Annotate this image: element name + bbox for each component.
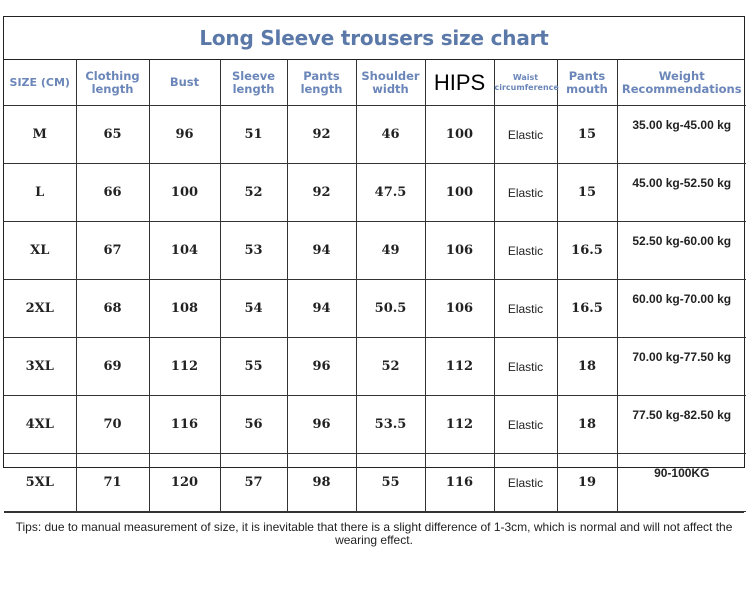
cell-pants-length: 94 [287, 280, 356, 338]
chart-title: Long Sleeve trousers size chart [4, 17, 744, 60]
cell-sleeve-length: 51 [220, 106, 287, 164]
cell-pants-mouth: 18 [557, 396, 617, 454]
cell-waist: Elastic [494, 338, 557, 396]
cell-pants-length: 92 [287, 164, 356, 222]
cell-waist: Elastic [494, 454, 557, 512]
cell-pants-length: 94 [287, 222, 356, 280]
cell-pants-mouth: 19 [557, 454, 617, 512]
cell-size: 5XL [4, 454, 76, 512]
cell-size: 3XL [4, 338, 76, 396]
cell-pants-length: 92 [287, 106, 356, 164]
cell-sleeve-length: 52 [220, 164, 287, 222]
table-row [4, 164, 746, 222]
table-row [4, 396, 746, 454]
cell-weight: 60.00 kg-70.00 kg [617, 280, 746, 338]
header-clothing-length: Clothing length [76, 60, 149, 106]
cell-pants-mouth: 15 [557, 106, 617, 164]
cell-waist: Elastic [494, 396, 557, 454]
table-row [4, 454, 746, 512]
cell-bust: 116 [149, 396, 220, 454]
cell-size: 4XL [4, 396, 76, 454]
cell-hips: 112 [425, 338, 494, 396]
cell-pants-mouth: 16.5 [557, 280, 617, 338]
cell-clothing-length: 71 [76, 454, 149, 512]
cell-shoulder-width: 49 [356, 222, 425, 280]
table-row [4, 106, 746, 164]
cell-size: L [4, 164, 76, 222]
cell-hips: 100 [425, 106, 494, 164]
cell-waist: Elastic [494, 280, 557, 338]
cell-shoulder-width: 47.5 [356, 164, 425, 222]
cell-size: M [4, 106, 76, 164]
size-rows [4, 106, 746, 512]
cell-sleeve-length: 57 [220, 454, 287, 512]
header-sleeve-length: Sleeve length [220, 60, 287, 106]
cell-weight: 35.00 kg-45.00 kg [617, 106, 746, 164]
cell-shoulder-width: 55 [356, 454, 425, 512]
cell-weight: 45.00 kg-52.50 kg [617, 164, 746, 222]
header-pants-mouth: Pants mouth [557, 60, 617, 106]
cell-pants-length: 98 [287, 454, 356, 512]
cell-clothing-length: 67 [76, 222, 149, 280]
cell-weight: 52.50 kg-60.00 kg [617, 222, 746, 280]
cell-sleeve-length: 53 [220, 222, 287, 280]
cell-waist: Elastic [494, 222, 557, 280]
cell-bust: 100 [149, 164, 220, 222]
size-table [4, 60, 746, 512]
cell-pants-mouth: 16.5 [557, 222, 617, 280]
cell-hips: 116 [425, 454, 494, 512]
header-pants-length: Pants length [287, 60, 356, 106]
cell-sleeve-length: 56 [220, 396, 287, 454]
cell-clothing-length: 65 [76, 106, 149, 164]
tips-note: Tips: due to manual measurement of size, it is inevitable that there is a slight difference of 1-3cm, which is normal and will not affect the wearing effect. [4, 512, 744, 556]
cell-bust: 108 [149, 280, 220, 338]
table-row [4, 222, 746, 280]
cell-pants-mouth: 15 [557, 164, 617, 222]
table-row [4, 338, 746, 396]
cell-pants-mouth: 18 [557, 338, 617, 396]
cell-waist: Elastic [494, 164, 557, 222]
header-waist: Waist circumference [494, 60, 557, 106]
cell-clothing-length: 69 [76, 338, 149, 396]
header-row [4, 60, 746, 106]
size-chart [3, 16, 745, 547]
cell-weight: 77.50 kg-82.50 kg [617, 396, 746, 454]
cell-pants-length: 96 [287, 396, 356, 454]
cell-weight: 70.00 kg-77.50 kg [617, 338, 746, 396]
cell-pants-length: 96 [287, 338, 356, 396]
cell-shoulder-width: 50.5 [356, 280, 425, 338]
cell-shoulder-width: 53.5 [356, 396, 425, 454]
cell-bust: 120 [149, 454, 220, 512]
header-hips: HIPS [425, 60, 494, 106]
cell-hips: 106 [425, 222, 494, 280]
header-bust: Bust [149, 60, 220, 106]
header-weight: Weight Recommendations [617, 60, 746, 106]
header-size: SIZE (CM) [4, 60, 76, 106]
cell-waist: Elastic [494, 106, 557, 164]
cell-shoulder-width: 52 [356, 338, 425, 396]
cell-size: 2XL [4, 280, 76, 338]
cell-clothing-length: 66 [76, 164, 149, 222]
cell-sleeve-length: 55 [220, 338, 287, 396]
cell-bust: 96 [149, 106, 220, 164]
cell-size: XL [4, 222, 76, 280]
cell-hips: 106 [425, 280, 494, 338]
cell-sleeve-length: 54 [220, 280, 287, 338]
cell-clothing-length: 70 [76, 396, 149, 454]
header-shoulder-width: Shoulder width [356, 60, 425, 106]
cell-shoulder-width: 46 [356, 106, 425, 164]
cell-bust: 112 [149, 338, 220, 396]
cell-bust: 104 [149, 222, 220, 280]
cell-clothing-length: 68 [76, 280, 149, 338]
table-row [4, 280, 746, 338]
cell-hips: 100 [425, 164, 494, 222]
cell-weight: 90-100KG [617, 454, 746, 512]
cell-hips: 112 [425, 396, 494, 454]
